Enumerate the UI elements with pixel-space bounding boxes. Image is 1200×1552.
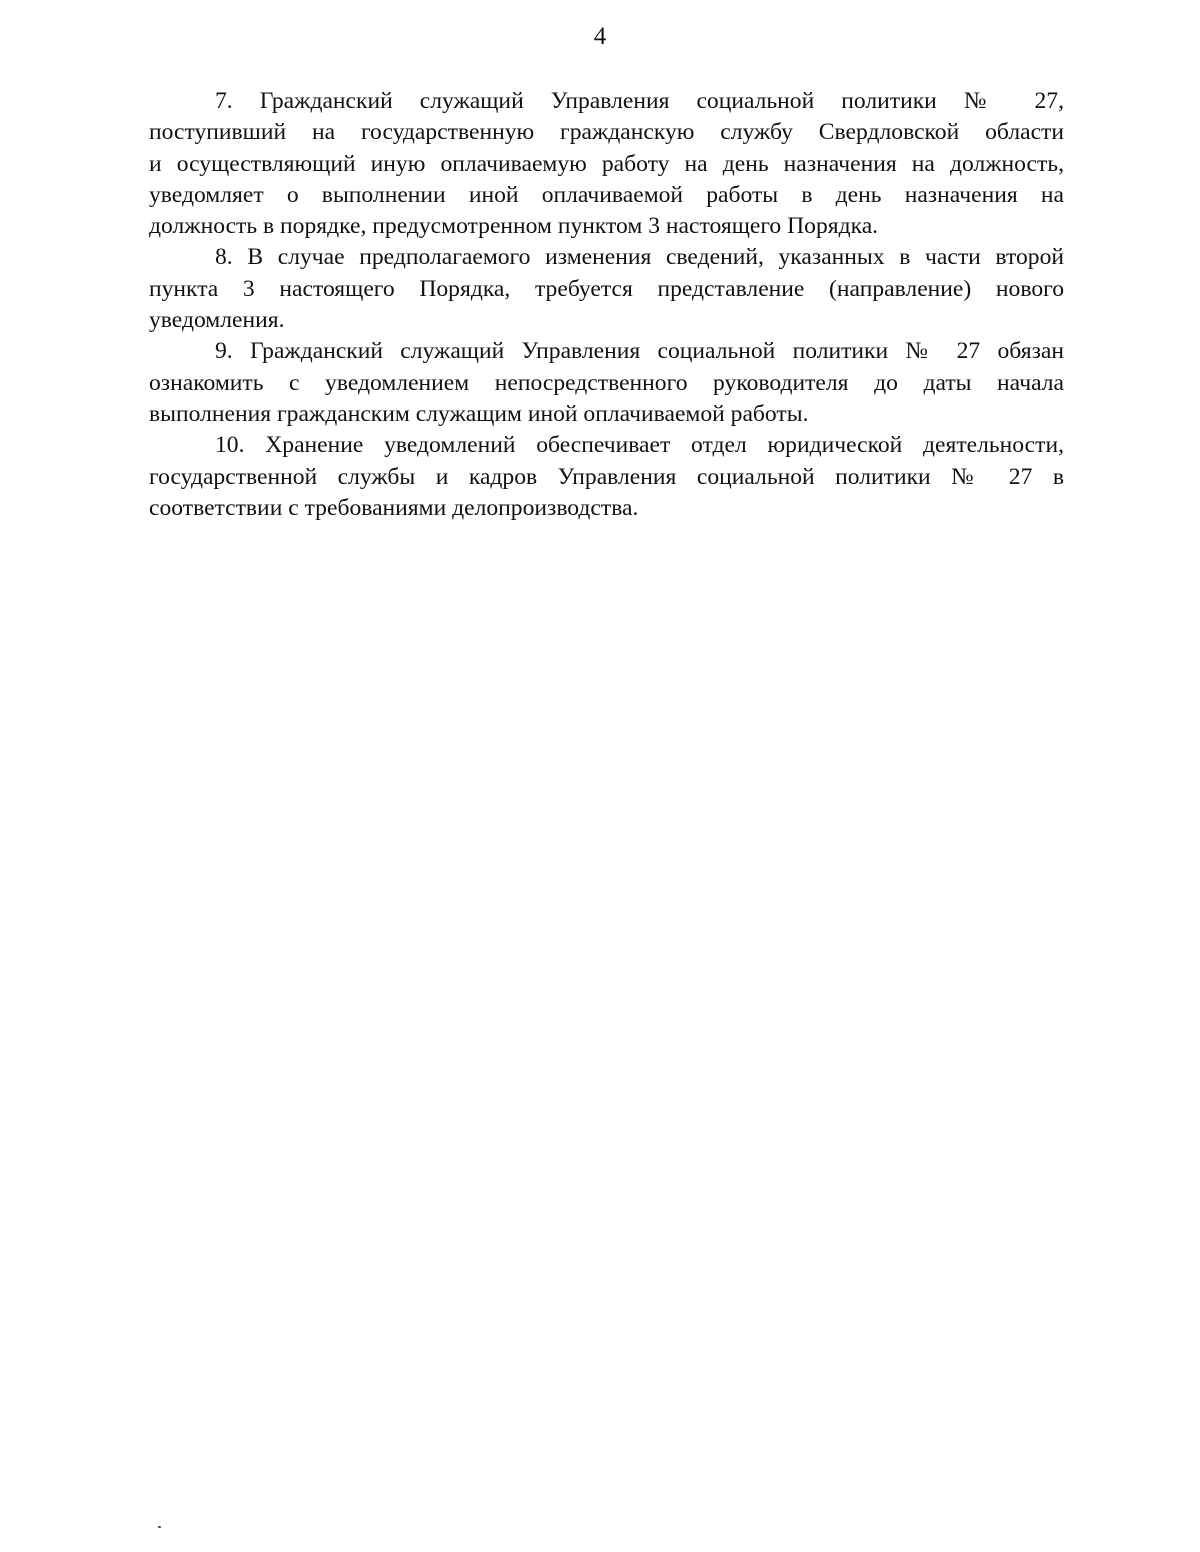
text-line: пункта 3 настоящего Порядка, требуется представление (направление) нового	[149, 275, 1064, 302]
text-line: 8. В случае предполагаемого изменения сведений, указанных в части второй	[215, 244, 1064, 271]
paragraph-9	[149, 336, 1064, 430]
paragraph-8	[149, 242, 1064, 336]
paragraph-7	[149, 86, 1064, 242]
text-line: ознакомить с уведомлением непосредственного руководителя до даты начала	[149, 369, 1064, 396]
text-line: государственной службы и кадров Управления социальной политики № 27 в	[149, 463, 1064, 490]
text-line: 7. Гражданский служащий Управления социальной политики № 27,	[215, 88, 1064, 114]
text-line: должность в порядке, предусмотренном пунктом 3 настоящего Порядка.	[149, 213, 879, 240]
text-line: 9. Гражданский служащий Управления социальной политики № 27 обязан	[215, 338, 1064, 365]
text-line: уведомления.	[149, 307, 285, 334]
text-line: соответствии с требованиями делопроизводства.	[149, 494, 639, 521]
text-line: и осуществляющий иную оплачиваемую работу на день назначения на должность,	[149, 150, 1064, 177]
scan-speck	[158, 1526, 161, 1528]
paragraph-10	[149, 430, 1064, 524]
text-line: поступивший на государственную гражданскую службу Свердловской области	[149, 119, 1064, 146]
text-line: 10. Хранение уведомлений обеспечивает отдел юридической деятельности,	[215, 432, 1064, 459]
page-number: 4	[593, 23, 607, 50]
text-line: уведомляет о выполнении иной оплачиваемой работы в день назначения на	[149, 181, 1064, 208]
document-body	[149, 86, 1064, 524]
text-line: выполнения гражданским служащим иной оплачиваемой работы.	[149, 400, 809, 427]
